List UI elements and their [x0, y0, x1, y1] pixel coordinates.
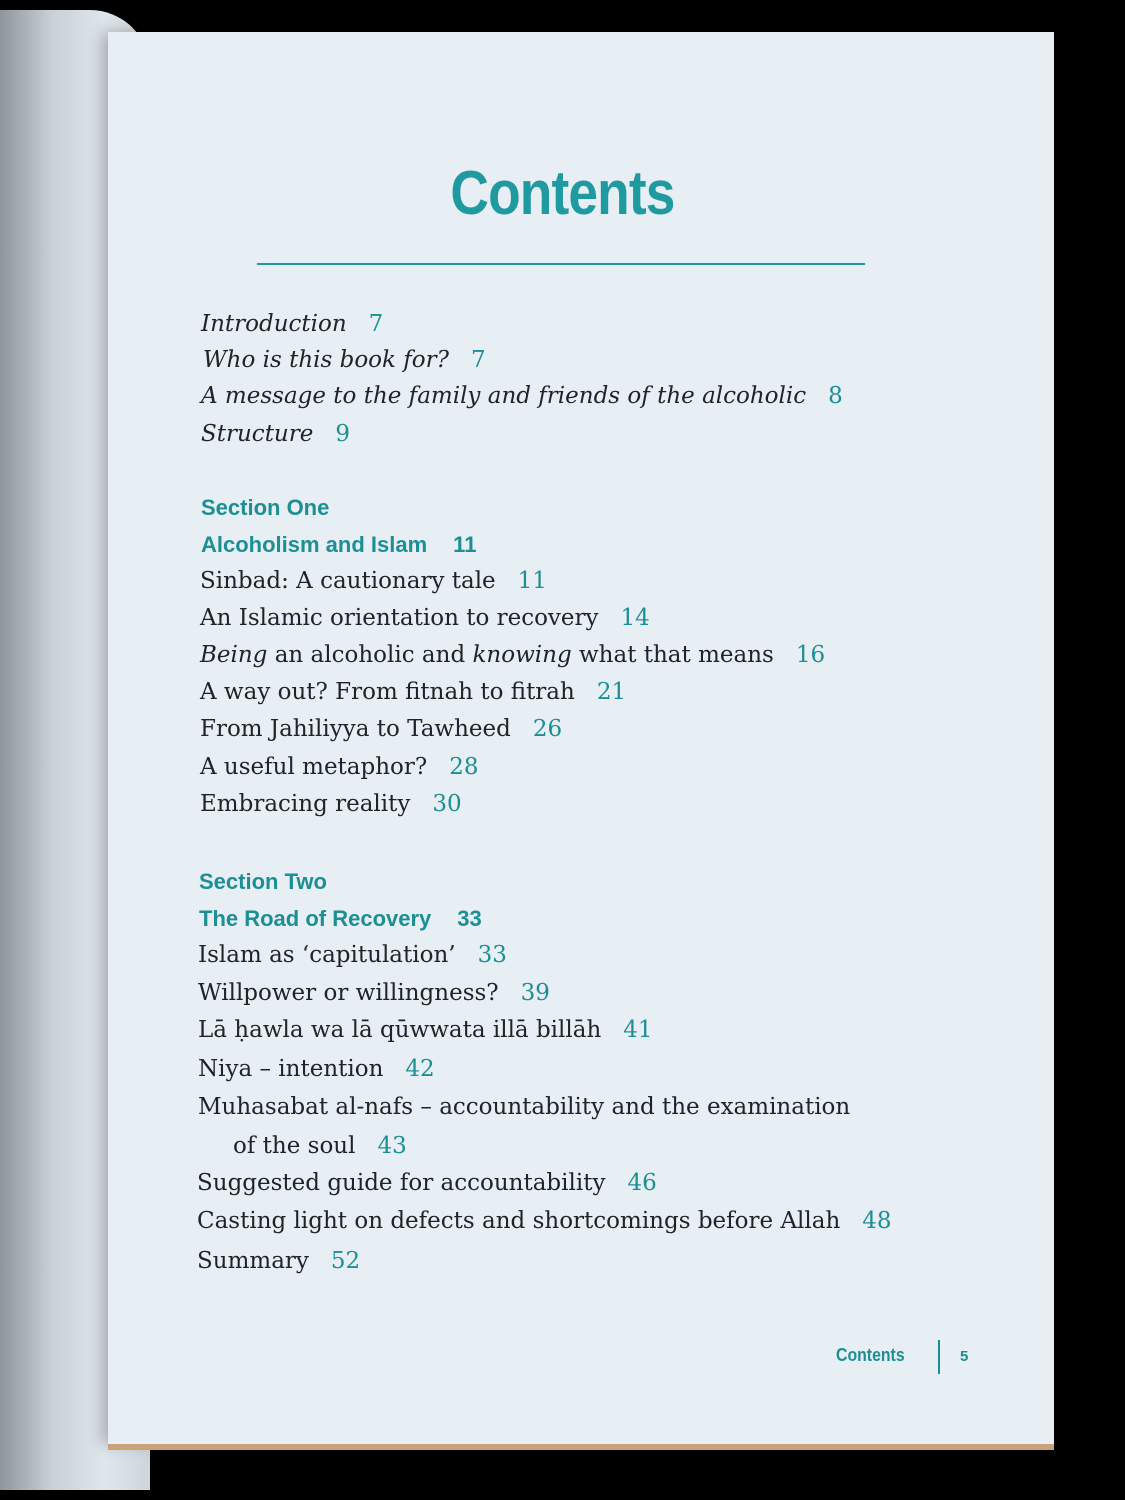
toc-entry-embracing-reality[interactable]: Embracing reality 30	[200, 791, 462, 817]
section-two-title[interactable]: The Road of Recovery 33	[199, 906, 482, 931]
toc-entry-being-an-alcoholic[interactable]: Being an alcoholic and knowing what that means 16	[200, 642, 826, 668]
toc-entry-muhasabat-continued[interactable]: of the soul 43	[233, 1133, 407, 1159]
toc-entry-casting-light[interactable]: Casting light on defects and shortcomings before Allah 48	[197, 1208, 892, 1234]
running-footer-label: Contents	[836, 1345, 905, 1365]
footer-divider	[938, 1340, 940, 1374]
toc-entry-introduction[interactable]: Introduction 7	[201, 311, 384, 337]
toc-entry-jahiliyya-to-tawheed[interactable]: From Jahiliyya to Tawheed 26	[200, 716, 563, 742]
toc-entry-willpower[interactable]: Willpower or willingness? 39	[198, 980, 550, 1006]
toc-entry-la-hawla[interactable]: Lā ḥawla wa lā qūwwata illā billāh 41	[198, 1017, 653, 1043]
section-one-heading: Section One	[201, 495, 330, 520]
section-two-heading: Section Two	[199, 869, 327, 894]
toc-entry-islam-as-capitulation[interactable]: Islam as ‘capitulation’ 33	[198, 942, 507, 968]
toc-entry-summary[interactable]: Summary 52	[197, 1248, 361, 1274]
toc-entry-islamic-orientation[interactable]: An Islamic orientation to recovery 14	[200, 605, 650, 631]
toc-entry-a-way-out[interactable]: A way out? From fitnah to fitrah 21	[200, 679, 627, 705]
toc-entry-structure[interactable]: Structure 9	[201, 421, 350, 447]
toc-entry-niya[interactable]: Niya – intention 42	[198, 1056, 435, 1082]
toc-entry-message-to-family[interactable]: A message to the family and friends of the alcoholic 8	[201, 383, 843, 409]
toc-entry-suggested-guide[interactable]: Suggested guide for accountability 46	[197, 1170, 657, 1196]
toc-entry-muhasabat-al-nafs[interactable]: Muhasabat al-nafs – accountability and the examination	[198, 1094, 851, 1120]
page-title: Contents	[450, 159, 675, 228]
page-number: 5	[960, 1348, 969, 1365]
toc-entry-useful-metaphor[interactable]: A useful metaphor? 28	[200, 754, 479, 780]
section-one-title[interactable]: Alcoholism and Islam 11	[201, 532, 477, 557]
toc-entry-sinbad[interactable]: Sinbad: A cautionary tale 11	[200, 568, 547, 594]
toc-entry-who-is-this-book-for[interactable]: Who is this book for? 7	[203, 347, 486, 373]
